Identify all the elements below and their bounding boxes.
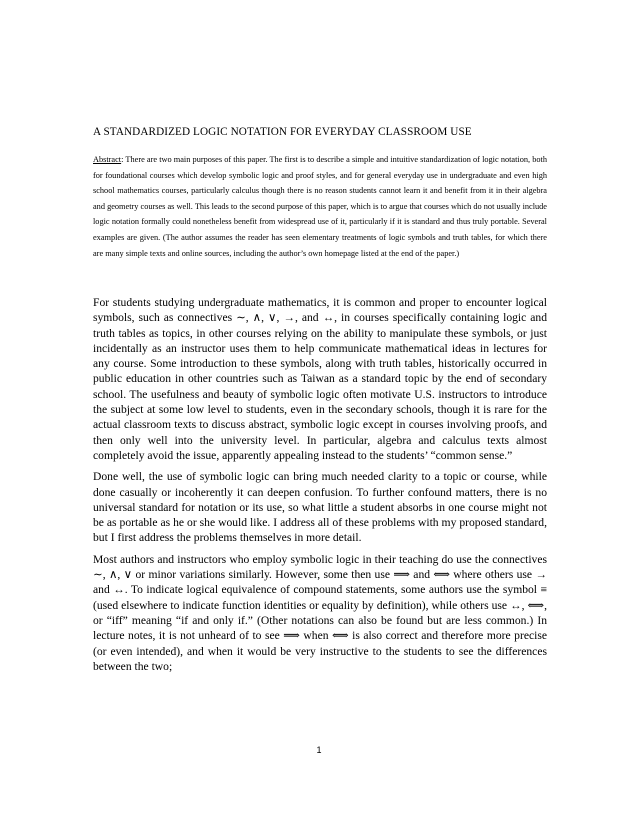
paragraph-3: Most authors and instructors who employ symbolic logic in their teaching do use the connectives ∼, ∧, ∨ or minor variations similarly. However, some then use ⟹ and ⟺ where others use → and ↔. To indicate logical equivalence of compound statements, some authors use the symbol ≡ (used elsewhere to indicate function identities or equality by definition), while others use ↔, ⟺, or “iff” meaning “if and only if.” (Other notations can also be found but are less common.) In lecture notes, it is not unheard of to see ⟹ when ⟺ is also correct and therefore more precise (or even intended), and when it would be very instructive to the students to see the differences between the two; — [93, 552, 547, 673]
paragraph-1: For students studying undergraduate mathematics, it is common and proper to encounter logical symbols, such as connectives ∼, ∧, ∨, →, and ↔, in courses specifically containing logic and truth tables as topics, in other courses relying on the ability to manipulate these symbols, or just incidentally as an instructor uses them to help communicate mathematical ideas in lectures for any course. Some introduction to these symbols, along with truth tables, historically occurred in public education in other countries such as Taiwan as a standard topic by the end of secondary school. The usefulness and beauty of symbolic logic often motivate U.S. instructors to introduce the subject at some low level to students, even in the secondary schools, though it is rare for the actual classroom texts to discuss abstract, symbolic logic except in courses involving proofs, and then only well into the university level. In particular, algebra and calculus texts almost completely avoid the issue, apparently appealing instead to the students’ “common sense.” — [93, 296, 547, 462]
paragraph-2: Done well, the use of symbolic logic can bring much needed clarity to a topic or course, while done casually or incoherently it can deepen confusion. To further confound matters, there is no universal standard for notation or its use, so what little a student absorbs in one course might not be as portable as he or she would like. I address all of these problems with my proposed standard, but I first address the problems themselves in more detail. — [93, 470, 547, 545]
abstract-text: : There are two main purposes of this paper. The first is to describe a simple and intuitive standardization of logic notation, both for foundational courses which develop symbolic logic and proof styles, and for general everyday use in undergraduate and even high school mathematics courses, particularly calculus though there is no reason students cannot learn it and benefit from it in their algebra and geometry courses as well. This leads to the second purpose of this paper, which is to argue that courses which do not usually include logic notation formally could nonetheless benefit from widespread use of it, particularly if it is standard and thus truly portable. Several examples are given. (The author assumes the reader has seen elementary treatments of logic symbols and truth tables, for which there are many simple texts and online sources, including the author’s own homepage listed at the end of the paper.) — [93, 155, 547, 258]
paper-title: A STANDARDIZED LOGIC NOTATION FOR EVERYDAY CLASSROOM USE — [93, 126, 472, 138]
abstract — [93, 152, 547, 261]
body-text — [93, 295, 547, 680]
page-number: 1 — [316, 745, 322, 755]
abstract-label: Abstract — [93, 155, 122, 164]
